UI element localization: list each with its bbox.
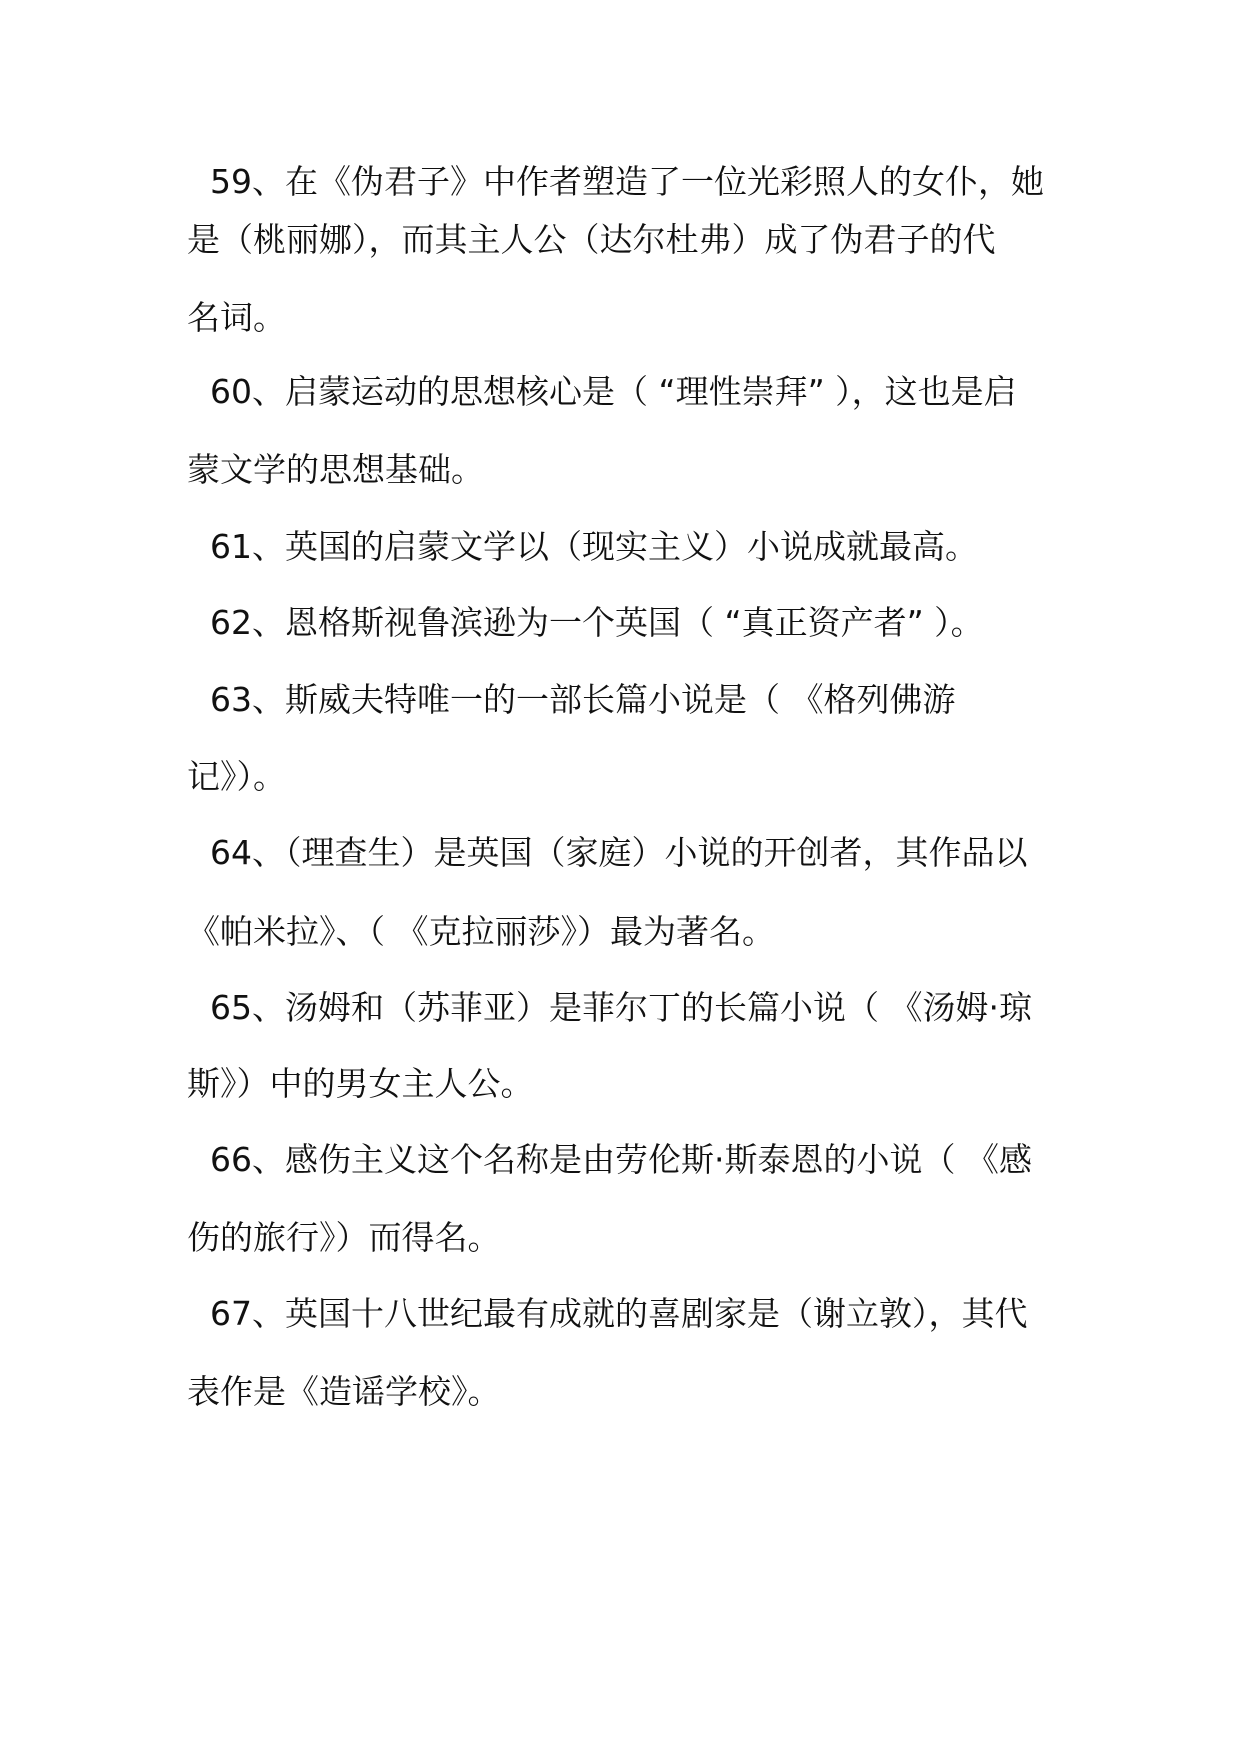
question-59-line-1: 59、在《伪君子》中作者塑造了一位光彩照人的女仆，她 xyxy=(210,162,1044,201)
question-64-line-1: 64、（理查生）是英国（家庭）小说的开创者，其作品以 xyxy=(210,833,1028,872)
document-page xyxy=(187,0,1047,1754)
question-66-line-1: 66、感伤主义这个名称是由劳伦斯·斯泰恩的小说（ 《感 xyxy=(210,1140,1032,1179)
question-59-line-3: 名词。 xyxy=(187,298,286,337)
question-64-line-2: 《帕米拉》、（ 《克拉丽莎》）最为著名。 xyxy=(187,912,775,951)
question-66-line-2: 伤的旅行》）而得名。 xyxy=(187,1218,501,1257)
question-60-line-2: 蒙文学的思想基础。 xyxy=(187,450,484,489)
question-60-line-1: 60、启蒙运动的思想核心是（ “理性崇拜” ），这也是启 xyxy=(210,372,1017,411)
question-63-line-1: 63、斯威夫特唯一的一部长篇小说是（ 《格列佛游 xyxy=(210,680,956,719)
question-67-line-2: 表作是《造谣学校》。 xyxy=(187,1372,501,1411)
question-61-line-1: 61、英国的启蒙文学以（现实主义）小说成就最高。 xyxy=(210,527,978,566)
question-67-line-1: 67、英国十八世纪最有成就的喜剧家是（谢立敦），其代 xyxy=(210,1294,1028,1333)
question-65-line-1: 65、汤姆和（苏菲亚）是菲尔丁的长篇小说（ 《汤姆·琼 xyxy=(210,988,1032,1027)
question-62-line-1: 62、恩格斯视鲁滨逊为一个英国（ “真正资产者” ）。 xyxy=(210,603,984,642)
question-59-line-2: 是（桃丽娜），而其主人公（达尔杜弗）成了伪君子的代 xyxy=(187,220,996,259)
question-63-line-2: 记》）。 xyxy=(187,757,286,796)
question-65-line-2: 斯》）中的男女主人公。 xyxy=(187,1064,534,1103)
